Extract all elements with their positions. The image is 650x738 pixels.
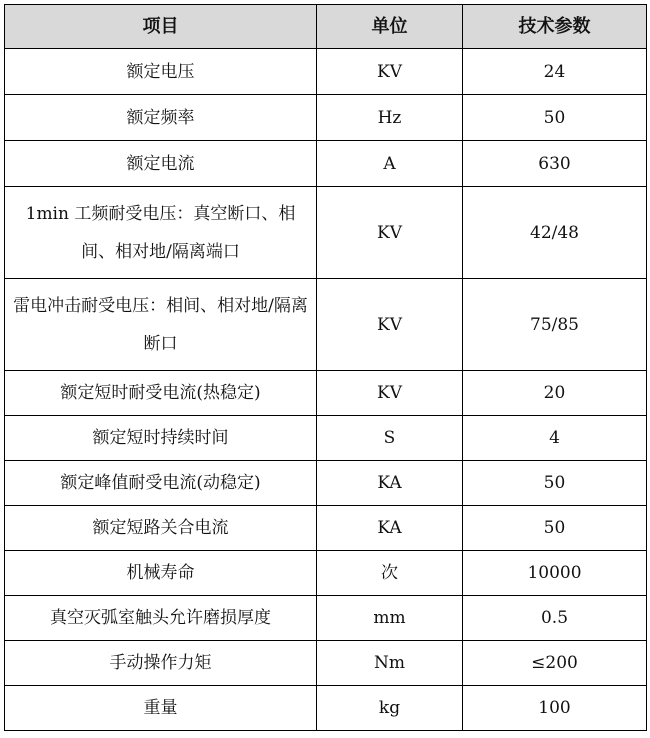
table-row	[5, 551, 647, 596]
cell-unit: KV	[317, 49, 463, 95]
cell-value: 100	[463, 686, 647, 731]
cell-item: 机械寿命	[5, 551, 317, 596]
cell-unit: KV	[317, 371, 463, 416]
cell-unit: KV	[317, 187, 463, 279]
cell-item: 真空灭弧室触头允许磨损厚度	[5, 596, 317, 641]
table-row	[5, 49, 647, 95]
header-row	[5, 5, 647, 49]
table-row	[5, 461, 647, 506]
cell-value: ≤200	[463, 641, 647, 686]
table-row	[5, 371, 647, 416]
cell-item: 额定短路关合电流	[5, 506, 317, 551]
cell-value: 50	[463, 506, 647, 551]
cell-item: 额定电流	[5, 141, 317, 187]
table-row	[5, 279, 647, 371]
cell-value: 20	[463, 371, 647, 416]
cell-value: 50	[463, 461, 647, 506]
cell-unit: A	[317, 141, 463, 187]
cell-unit: mm	[317, 596, 463, 641]
cell-value: 4	[463, 416, 647, 461]
cell-value: 24	[463, 49, 647, 95]
cell-unit: KV	[317, 279, 463, 371]
header-value: 技术参数	[463, 5, 647, 49]
cell-unit: Nm	[317, 641, 463, 686]
table-row	[5, 596, 647, 641]
cell-value: 10000	[463, 551, 647, 596]
cell-value: 75/85	[463, 279, 647, 371]
cell-item: 重量	[5, 686, 317, 731]
cell-item: 额定峰值耐受电流(动稳定)	[5, 461, 317, 506]
spec-table	[4, 4, 647, 731]
cell-item: 额定电压	[5, 49, 317, 95]
cell-item: 额定短时耐受电流(热稳定)	[5, 371, 317, 416]
header-item: 项目	[5, 5, 317, 49]
table-row	[5, 95, 647, 141]
cell-value: 0.5	[463, 596, 647, 641]
cell-unit: 次	[317, 551, 463, 596]
cell-item: 雷电冲击耐受电压：相间、相对地/隔离断口	[5, 279, 317, 371]
cell-unit: kg	[317, 686, 463, 731]
cell-item: 1min 工频耐受电压：真空断口、相间、相对地/隔离端口	[5, 187, 317, 279]
cell-item: 手动操作力矩	[5, 641, 317, 686]
cell-value: 630	[463, 141, 647, 187]
header-unit: 单位	[317, 5, 463, 49]
cell-value: 42/48	[463, 187, 647, 279]
table-row	[5, 641, 647, 686]
cell-unit: Hz	[317, 95, 463, 141]
cell-value: 50	[463, 95, 647, 141]
cell-item: 额定频率	[5, 95, 317, 141]
table-row	[5, 686, 647, 731]
cell-item: 额定短时持续时间	[5, 416, 317, 461]
table-row	[5, 416, 647, 461]
table-row	[5, 506, 647, 551]
table-row	[5, 141, 647, 187]
table-row	[5, 187, 647, 279]
cell-unit: KA	[317, 461, 463, 506]
cell-unit: KA	[317, 506, 463, 551]
cell-unit: S	[317, 416, 463, 461]
